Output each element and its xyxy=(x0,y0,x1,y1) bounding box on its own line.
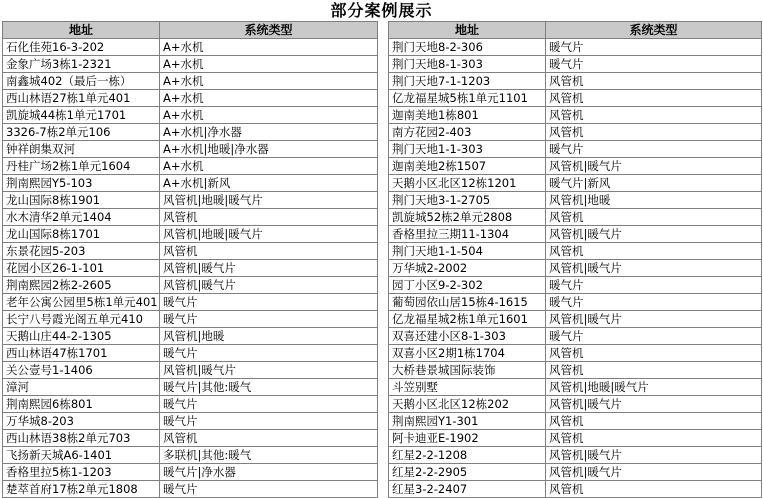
table-row xyxy=(389,192,762,209)
table-row xyxy=(3,328,378,345)
address-cell: 金象广场3栋1-2321 xyxy=(3,56,160,73)
address-cell: 西山林语27栋1单元401 xyxy=(3,90,160,107)
address-cell: 漳河 xyxy=(3,379,160,396)
case-table-right xyxy=(388,21,762,498)
system-type-cell: 风管机 xyxy=(546,90,762,107)
address-cell: 荆门天地8-1-303 xyxy=(389,56,546,73)
table-row xyxy=(3,226,378,243)
system-type-cell: 风管机|地暖 xyxy=(546,192,762,209)
system-type-cell: 暖气片 xyxy=(160,396,378,413)
system-type-cell: 暖气片|净水器 xyxy=(160,464,378,481)
system-type-cell: 风管机 xyxy=(546,209,762,226)
system-type-cell: 风管机 xyxy=(546,345,762,362)
table-header-row xyxy=(3,22,378,39)
address-cell: 天鹅山庄44-2-1305 xyxy=(3,328,160,345)
address-cell: 荆南熙园6栋801 xyxy=(3,396,160,413)
system-type-cell: 暖气片 xyxy=(160,294,378,311)
address-cell: 荆门天地1-1-303 xyxy=(389,141,546,158)
system-type-cell: 风管机 xyxy=(160,430,378,447)
address-cell: 阿卡迪亚E-1902 xyxy=(389,430,546,447)
address-cell: 东景花园5-203 xyxy=(3,243,160,260)
table-row xyxy=(3,158,378,175)
table-row xyxy=(389,311,762,328)
address-cell: 荆南熙园2栋2-2605 xyxy=(3,277,160,294)
address-cell: 丹桂广场2栋1单元1604 xyxy=(3,158,160,175)
case-table-left xyxy=(2,21,378,498)
system-type-cell: 风管机|地暖|暖气片 xyxy=(160,226,378,243)
address-cell: 龙山国际8栋1901 xyxy=(3,192,160,209)
address-cell: 迦南美地2栋1507 xyxy=(389,158,546,175)
table-row xyxy=(389,243,762,260)
address-cell: 石化佳苑16-3-202 xyxy=(3,39,160,56)
system-type-cell: 暖气片|其他:暖气 xyxy=(160,379,378,396)
table-row xyxy=(389,481,762,498)
system-type-cell: A+水机 xyxy=(160,90,378,107)
address-cell: 双喜小区2期1栋1704 xyxy=(389,345,546,362)
system-type-cell: 风管机|暖气片 xyxy=(546,260,762,277)
address-column-header: 地址 xyxy=(3,22,160,39)
address-cell: 长宁八号霞光阁五单元410 xyxy=(3,311,160,328)
system-type-cell: 暖气片 xyxy=(546,277,762,294)
address-cell: 荆门天地1-1-504 xyxy=(389,243,546,260)
table-row xyxy=(389,73,762,90)
address-cell: 南鑫城402（最后一栋） xyxy=(3,73,160,90)
address-cell: 天鹅小区北区12栋202 xyxy=(389,396,546,413)
system-type-cell: 风管机 xyxy=(546,73,762,90)
system-type-cell: 风管机|暖气片 xyxy=(546,158,762,175)
system-type-cell: 暖气片 xyxy=(160,345,378,362)
table-row xyxy=(389,209,762,226)
address-cell: 凯旋城52栋2单元2808 xyxy=(389,209,546,226)
table-row xyxy=(389,430,762,447)
address-cell: 西山林语47栋1701 xyxy=(3,345,160,362)
system-type-cell: 风管机 xyxy=(160,243,378,260)
system-type-cell: 暖气片 xyxy=(160,413,378,430)
system-type-cell: 暖气片 xyxy=(160,481,378,498)
system-type-cell: 暖气片 xyxy=(546,39,762,56)
table-row xyxy=(3,413,378,430)
table-row xyxy=(3,192,378,209)
table-row xyxy=(3,39,378,56)
system-type-cell: 风管机|暖气片 xyxy=(546,396,762,413)
system-type-cell: 风管机|暖气片 xyxy=(546,447,762,464)
table-row xyxy=(389,328,762,345)
system-type-cell: 风管机 xyxy=(546,430,762,447)
system-type-cell: 风管机 xyxy=(546,481,762,498)
table-row xyxy=(3,175,378,192)
table-row xyxy=(389,107,762,124)
table-row xyxy=(3,141,378,158)
address-cell: 万华城2-2002 xyxy=(389,260,546,277)
system-type-cell: 风管机 xyxy=(546,362,762,379)
table-row xyxy=(389,464,762,481)
table-row xyxy=(3,209,378,226)
table-row xyxy=(3,430,378,447)
table-row xyxy=(389,345,762,362)
system-type-cell: A+水机|新风 xyxy=(160,175,378,192)
system-type-cell: 多联机|其他:暖气 xyxy=(160,447,378,464)
system-type-cell: 暖气片 xyxy=(160,311,378,328)
system-type-column-header: 系统类型 xyxy=(160,22,378,39)
address-cell: 钟祥朗集双河 xyxy=(3,141,160,158)
address-cell: 南方花园2-403 xyxy=(389,124,546,141)
address-cell: 香格里拉三期11-1304 xyxy=(389,226,546,243)
system-type-cell: A+水机 xyxy=(160,107,378,124)
address-cell: 迦南美地1栋801 xyxy=(389,107,546,124)
address-cell: 亿龙福星城5栋1单元1101 xyxy=(389,90,546,107)
table-row xyxy=(389,39,762,56)
address-cell: 亿龙福星城2栋1单元1601 xyxy=(389,311,546,328)
system-type-cell: 风管机 xyxy=(546,243,762,260)
address-cell: 3326-7栋2单元106 xyxy=(3,124,160,141)
system-type-cell: 风管机|地暖|暖气片 xyxy=(546,379,762,396)
system-type-cell: 暖气片 xyxy=(546,56,762,73)
table-row xyxy=(389,294,762,311)
system-type-cell: 风管机 xyxy=(546,413,762,430)
table-row xyxy=(3,345,378,362)
address-cell: 红星3-2-2407 xyxy=(389,481,546,498)
address-cell: 楚萃首府17栋2单元1808 xyxy=(3,481,160,498)
address-cell: 荆门天地8-2-306 xyxy=(389,39,546,56)
system-type-cell: A+水机 xyxy=(160,73,378,90)
system-type-cell: 暖气片 xyxy=(546,328,762,345)
table-row xyxy=(3,90,378,107)
address-cell: 水木清华2单元1404 xyxy=(3,209,160,226)
table-row xyxy=(389,158,762,175)
table-row xyxy=(389,447,762,464)
address-cell: 荆门天地3-1-2705 xyxy=(389,192,546,209)
table-row xyxy=(3,260,378,277)
address-cell: 老年公寓公园里5栋1单元401 xyxy=(3,294,160,311)
table-row xyxy=(3,294,378,311)
address-cell: 红星2-2-2905 xyxy=(389,464,546,481)
table-row xyxy=(3,379,378,396)
address-cell: 龙山国际8栋1701 xyxy=(3,226,160,243)
table-row xyxy=(389,413,762,430)
system-type-cell: 风管机 xyxy=(546,107,762,124)
system-type-column-header: 系统类型 xyxy=(546,22,762,39)
table-row xyxy=(3,124,378,141)
system-type-cell: A+水机|净水器 xyxy=(160,124,378,141)
table-row xyxy=(3,73,378,90)
table-row xyxy=(3,362,378,379)
address-cell: 万华城8-203 xyxy=(3,413,160,430)
table-row xyxy=(3,243,378,260)
system-type-cell: A+水机 xyxy=(160,158,378,175)
table-row xyxy=(3,447,378,464)
address-cell: 葡萄园依山居15栋4-1615 xyxy=(389,294,546,311)
table-row xyxy=(389,90,762,107)
address-cell: 飞扬新天城A6-1401 xyxy=(3,447,160,464)
table-row xyxy=(389,260,762,277)
system-type-cell: 风管机|地暖 xyxy=(160,328,378,345)
system-type-cell: 风管机|暖气片 xyxy=(160,260,378,277)
table-row xyxy=(389,362,762,379)
system-type-cell: 暖气片|新风 xyxy=(546,175,762,192)
address-cell: 园丁小区9-2-302 xyxy=(389,277,546,294)
table-row xyxy=(389,226,762,243)
page-title: 部分案例展示 xyxy=(330,1,433,20)
table-row xyxy=(389,396,762,413)
table-row xyxy=(3,311,378,328)
system-type-cell: 暖气片 xyxy=(546,141,762,158)
table-row xyxy=(389,175,762,192)
table-row xyxy=(3,56,378,73)
address-cell: 斗笠别墅 xyxy=(389,379,546,396)
address-cell: 荆南熙园Y1-301 xyxy=(389,413,546,430)
system-type-cell: 风管机|暖气片 xyxy=(546,464,762,481)
system-type-cell: 暖气片 xyxy=(546,294,762,311)
address-cell: 西山林语38栋2单元703 xyxy=(3,430,160,447)
address-cell: 香格里拉5栋1-1203 xyxy=(3,464,160,481)
system-type-cell: A+水机 xyxy=(160,39,378,56)
system-type-cell: 风管机|暖气片 xyxy=(160,362,378,379)
table-row xyxy=(3,396,378,413)
system-type-cell: 风管机 xyxy=(160,209,378,226)
system-type-cell: 风管机 xyxy=(546,124,762,141)
table-row xyxy=(389,56,762,73)
table-row xyxy=(3,107,378,124)
table-row xyxy=(389,124,762,141)
table-row xyxy=(3,481,378,498)
address-cell: 荆南熙园Y5-103 xyxy=(3,175,160,192)
table-row xyxy=(389,277,762,294)
system-type-cell: A+水机|地暖|净水器 xyxy=(160,141,378,158)
address-cell: 花园小区26-1-101 xyxy=(3,260,160,277)
address-cell: 天鹅小区北区12栋1201 xyxy=(389,175,546,192)
address-cell: 大桥巷景城国际装饰 xyxy=(389,362,546,379)
table-row xyxy=(389,141,762,158)
address-cell: 双喜还建小区8-1-303 xyxy=(389,328,546,345)
system-type-cell: 风管机|暖气片 xyxy=(546,226,762,243)
table-row xyxy=(3,464,378,481)
system-type-cell: A+水机 xyxy=(160,56,378,73)
system-type-cell: 风管机|地暖|暖气片 xyxy=(160,192,378,209)
table-row xyxy=(389,379,762,396)
address-cell: 关公壹号1-1406 xyxy=(3,362,160,379)
address-column-header: 地址 xyxy=(389,22,546,39)
table-row xyxy=(3,277,378,294)
table-header-row xyxy=(389,22,762,39)
address-cell: 凯旋城44栋1单元1701 xyxy=(3,107,160,124)
address-cell: 红星2-2-1208 xyxy=(389,447,546,464)
system-type-cell: 风管机|暖气片 xyxy=(160,277,378,294)
system-type-cell: 风管机|暖气片 xyxy=(546,311,762,328)
address-cell: 荆门天地7-1-1203 xyxy=(389,73,546,90)
